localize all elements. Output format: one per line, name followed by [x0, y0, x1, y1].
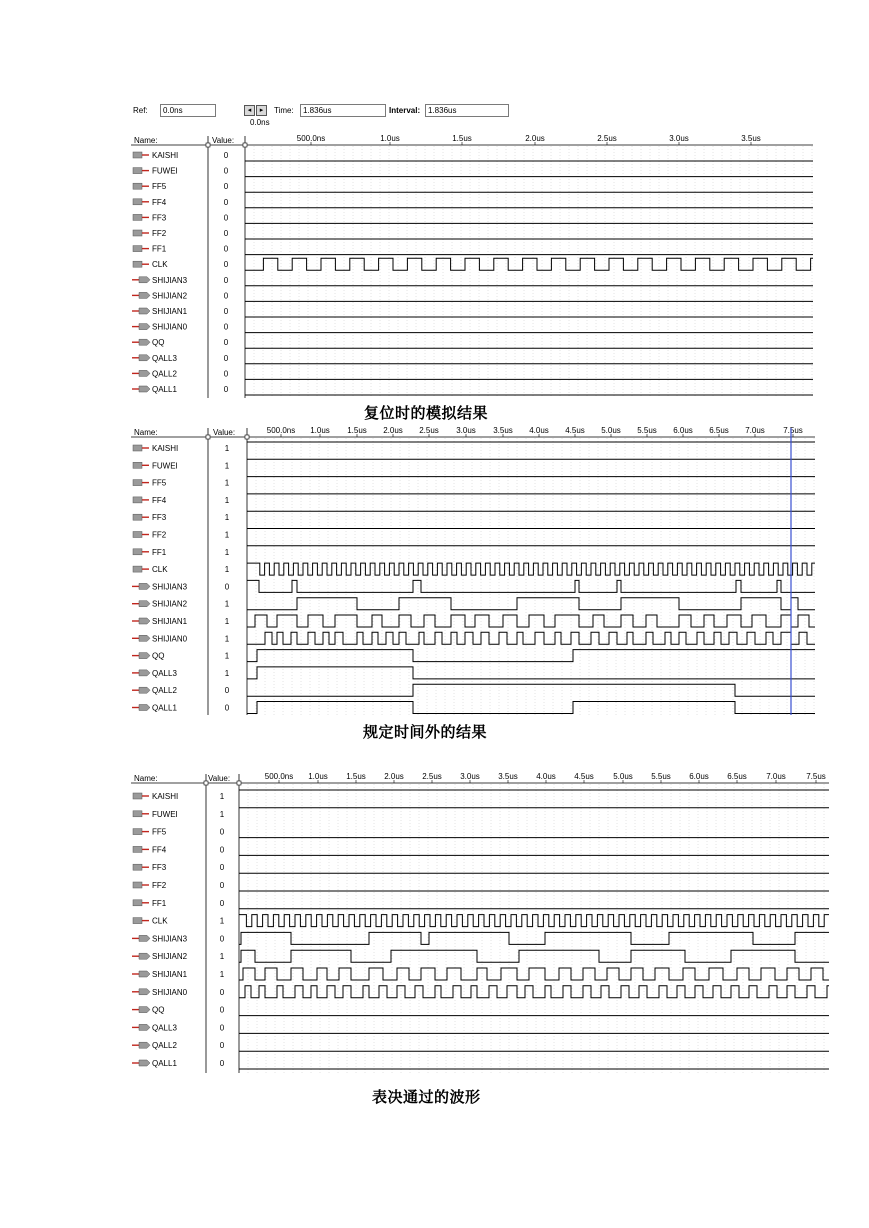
- time-tick-label: 2.5us: [422, 772, 442, 781]
- signal-name[interactable]: SHIJIAN3: [152, 934, 188, 944]
- signal-name[interactable]: FUWEI: [152, 461, 178, 471]
- signal-name[interactable]: KAISHI: [152, 792, 179, 801]
- signal-name[interactable]: SHIJIAN0: [152, 634, 188, 644]
- time-tick-label: 2.5us: [597, 134, 617, 143]
- time-tick-label: 4.0us: [529, 426, 549, 435]
- signal-name[interactable]: FUWEI: [152, 166, 178, 176]
- waveform-trace-shijian3: [239, 932, 829, 944]
- time-tick-label: 3.0us: [669, 134, 689, 143]
- waveform-trace-shijian0: [247, 632, 815, 644]
- signal-name[interactable]: QALL3: [152, 668, 177, 678]
- name-header: Name:: [134, 136, 158, 145]
- signal-value: 1: [224, 478, 230, 488]
- waveform-trace-shijian1: [239, 968, 829, 980]
- time-tick-label: 500.0ns: [296, 134, 326, 143]
- time-tick-label: 4.5us: [574, 772, 594, 781]
- signal-value: 1: [224, 634, 230, 644]
- signal-name[interactable]: QQ: [152, 1005, 165, 1015]
- signal-value: 0: [223, 182, 229, 192]
- time-tick-label: 1.5us: [452, 134, 472, 143]
- waveform-svg: [131, 421, 815, 717]
- signal-name[interactable]: QALL1: [152, 1059, 177, 1068]
- signal-name[interactable]: FF5: [152, 478, 167, 488]
- signal-value: 0: [219, 881, 225, 890]
- input-pin-icon: [133, 514, 149, 520]
- grid-lines: [248, 784, 824, 1073]
- output-pin-icon: [132, 355, 150, 361]
- time-tick-label: 7.0us: [766, 772, 786, 781]
- output-pin-icon: [132, 687, 150, 693]
- signal-name[interactable]: QQ: [152, 338, 165, 348]
- output-pin-icon: [132, 1042, 150, 1048]
- signal-value: 0: [224, 582, 230, 592]
- time-tick-label: 7.0us: [745, 426, 765, 435]
- signal-value: 0: [223, 244, 229, 254]
- interval-field[interactable]: 1.836us: [425, 104, 509, 117]
- time-tick-label: 1.0us: [380, 134, 400, 143]
- waveform-trace-clk: [239, 915, 829, 927]
- signal-value: 0: [223, 275, 229, 285]
- input-pin-icon: [133, 882, 149, 888]
- time-tick-label: 1.0us: [308, 772, 328, 781]
- signal-name[interactable]: SHIJIAN2: [152, 599, 188, 609]
- input-pin-icon: [133, 864, 149, 870]
- output-pin-icon: [132, 635, 150, 641]
- output-pin-icon: [132, 1060, 150, 1066]
- interval-label: Interval:: [389, 106, 421, 115]
- time-tick-label: 2.5us: [419, 426, 439, 435]
- signal-value: 0: [219, 1041, 225, 1051]
- waveform-trace-shijian2: [247, 598, 815, 610]
- waveform-toolbar: [133, 104, 813, 127]
- signal-value: 1: [224, 668, 230, 678]
- waveform-trace-qall2: [247, 684, 815, 696]
- signal-value: 0: [219, 827, 225, 837]
- signal-value: 0: [219, 863, 225, 873]
- time-tick-label: 3.0us: [460, 772, 480, 781]
- signal-value: 1: [224, 444, 230, 453]
- value-header: Value:: [212, 136, 235, 145]
- input-pin-icon: [133, 900, 149, 906]
- signal-name[interactable]: SHIJIAN2: [152, 952, 188, 962]
- input-pin-icon: [133, 445, 149, 451]
- signal-value: 1: [219, 916, 225, 926]
- signal-name[interactable]: FF1: [152, 244, 167, 254]
- signal-value: 0: [223, 166, 229, 176]
- signal-name[interactable]: FF1: [152, 898, 167, 908]
- ref-field[interactable]: 0.0ns: [160, 104, 216, 117]
- signal-value: 0: [223, 369, 229, 379]
- name-header: Name:: [134, 774, 158, 783]
- signal-name[interactable]: CLK: [152, 916, 168, 926]
- ref-label: Ref:: [133, 106, 148, 115]
- signal-value: 0: [219, 898, 225, 908]
- signal-name[interactable]: FF4: [152, 197, 167, 207]
- caption-timeout: 规定时间外的结果: [363, 723, 488, 741]
- output-pin-icon: [132, 618, 150, 624]
- time-tick-label: 1.5us: [346, 772, 366, 781]
- signal-value: 1: [224, 565, 230, 575]
- input-pin-icon: [133, 261, 149, 267]
- caption-pass: 表决通过的波形: [372, 1088, 481, 1106]
- signal-name[interactable]: FF2: [152, 881, 167, 890]
- time-tick-label: 3.5us: [498, 772, 518, 781]
- signal-name[interactable]: SHIJIAN3: [152, 582, 188, 592]
- signal-value: 0: [224, 703, 230, 713]
- output-pin-icon: [132, 953, 150, 959]
- output-pin-icon: [132, 935, 150, 941]
- signal-value: 0: [223, 151, 229, 160]
- output-pin-icon: [132, 989, 150, 995]
- signal-value: 1: [224, 513, 230, 523]
- input-pin-icon: [133, 152, 149, 158]
- waveform-trace-shijian3: [247, 580, 815, 592]
- signal-value: 1: [224, 530, 230, 540]
- input-pin-icon: [133, 168, 149, 174]
- waveform-trace-shijian2: [239, 950, 829, 962]
- output-pin-icon: [132, 670, 150, 676]
- input-pin-icon: [133, 199, 149, 205]
- time-field[interactable]: 1.836us: [300, 104, 386, 117]
- signal-name[interactable]: SHIJIAN3: [152, 275, 188, 285]
- output-pin-icon: [132, 277, 150, 283]
- signal-value: 1: [224, 461, 230, 471]
- signal-value: 0: [219, 1005, 225, 1015]
- output-pin-icon: [132, 292, 150, 298]
- input-pin-icon: [133, 246, 149, 252]
- time-tick-label: 5.5us: [651, 772, 671, 781]
- time-tick-label: 2.0us: [383, 426, 403, 435]
- caption-reset: 复位时的模拟结果: [364, 404, 489, 422]
- input-pin-icon: [133, 793, 149, 799]
- waveform-trace-qall3: [247, 667, 815, 679]
- input-pin-icon: [133, 532, 149, 538]
- signal-value: 1: [219, 970, 225, 979]
- value-header: Value:: [213, 428, 236, 437]
- time-tick-label: 3.5us: [741, 134, 761, 143]
- waveform-panel-timeout: [131, 421, 815, 717]
- signal-value: 0: [219, 987, 225, 997]
- signal-name[interactable]: KAISHI: [152, 444, 179, 453]
- signal-value: 0: [223, 197, 229, 207]
- signal-name[interactable]: SHIJIAN0: [152, 987, 188, 997]
- time-tick-label: 5.5us: [637, 426, 657, 435]
- signal-name[interactable]: SHIJIAN2: [152, 291, 188, 301]
- signal-value: 1: [224, 599, 230, 609]
- cursor-time-label: 0.0ns: [250, 118, 270, 127]
- signal-name[interactable]: QALL3: [152, 353, 177, 363]
- input-pin-icon: [133, 811, 149, 817]
- waveform-svg: [131, 128, 813, 400]
- signal-name[interactable]: FF1: [152, 547, 167, 557]
- signal-name[interactable]: QALL1: [152, 703, 177, 713]
- signal-name[interactable]: FF2: [152, 530, 167, 540]
- waveform-trace-qq: [247, 650, 815, 662]
- signal-value: 0: [223, 322, 229, 332]
- signal-name[interactable]: QALL1: [152, 385, 177, 394]
- signal-value: 1: [224, 617, 230, 626]
- output-pin-icon: [132, 583, 150, 589]
- signal-name[interactable]: FF3: [152, 213, 167, 223]
- signal-name[interactable]: FUWEI: [152, 809, 178, 819]
- time-tick-label: 6.0us: [673, 426, 693, 435]
- waveform-trace-clk: [245, 258, 813, 270]
- signal-name[interactable]: FF2: [152, 229, 167, 238]
- signal-name[interactable]: QALL2: [152, 1041, 177, 1051]
- signal-value: 1: [224, 547, 230, 557]
- time-tick-label: 2.0us: [525, 134, 545, 143]
- signal-value: 0: [223, 229, 229, 238]
- input-pin-icon: [133, 497, 149, 503]
- time-tick-label: 6.5us: [709, 426, 729, 435]
- signal-name[interactable]: SHIJIAN0: [152, 322, 188, 332]
- signal-value: 0: [219, 845, 225, 855]
- input-pin-icon: [133, 183, 149, 189]
- output-pin-icon: [132, 1024, 150, 1030]
- signal-value: 0: [223, 353, 229, 363]
- signal-name[interactable]: CLK: [152, 260, 168, 270]
- time-tick-label: 4.5us: [565, 426, 585, 435]
- signal-name[interactable]: FF4: [152, 495, 167, 505]
- output-pin-icon: [132, 653, 150, 659]
- time-tick-label: 1.5us: [347, 426, 367, 435]
- signal-name[interactable]: QALL3: [152, 1023, 177, 1033]
- signal-name[interactable]: FF4: [152, 845, 167, 855]
- signal-value: 0: [223, 385, 229, 394]
- signal-value: 0: [219, 1023, 225, 1033]
- waveform-svg: [131, 769, 829, 1075]
- value-header: Value:: [208, 774, 231, 783]
- time-tick-label: 3.0us: [456, 426, 476, 435]
- input-pin-icon: [133, 918, 149, 924]
- time-tick-label: 3.5us: [493, 426, 513, 435]
- time-tick-label: 1.0us: [310, 426, 330, 435]
- input-pin-icon: [133, 846, 149, 852]
- input-pin-icon: [133, 829, 149, 835]
- time-tick-label: 500.0ns: [266, 426, 296, 435]
- time-tick-label: 7.5us: [806, 772, 826, 781]
- waveform-panel-pass: [131, 769, 829, 1075]
- input-pin-icon: [133, 214, 149, 220]
- nav-right-button[interactable]: ▸: [256, 105, 267, 116]
- waveform-trace-shijian1: [247, 615, 815, 627]
- grid-lines: [254, 146, 812, 398]
- signal-name[interactable]: FF5: [152, 827, 167, 837]
- waveform-trace-shijian0: [239, 986, 829, 998]
- nav-left-button[interactable]: ◂: [244, 105, 255, 116]
- signal-value: 0: [223, 307, 229, 316]
- output-pin-icon: [132, 308, 150, 314]
- signal-name[interactable]: FF5: [152, 182, 167, 192]
- output-pin-icon: [132, 370, 150, 376]
- output-pin-icon: [132, 601, 150, 607]
- time-label: Time:: [274, 106, 294, 115]
- name-header: Name:: [134, 428, 158, 437]
- signal-name[interactable]: SHIJIAN1: [152, 307, 188, 316]
- signal-name[interactable]: FF3: [152, 863, 167, 873]
- signal-name[interactable]: QALL2: [152, 686, 177, 696]
- signal-value: 1: [219, 809, 225, 819]
- signal-value: 0: [223, 260, 229, 270]
- signal-value: 0: [219, 934, 225, 944]
- time-tick-label: 500.0ns: [264, 772, 294, 781]
- input-pin-icon: [133, 566, 149, 572]
- time-tick-label: 5.0us: [613, 772, 633, 781]
- output-pin-icon: [132, 1007, 150, 1013]
- signal-name[interactable]: QQ: [152, 651, 165, 661]
- signal-value: 1: [224, 651, 230, 661]
- time-tick-label: 4.0us: [536, 772, 556, 781]
- output-pin-icon: [132, 386, 150, 392]
- output-pin-icon: [132, 971, 150, 977]
- waveform-trace-clk: [247, 563, 815, 575]
- output-pin-icon: [132, 705, 150, 711]
- waveform-trace-qall1: [247, 702, 815, 714]
- time-tick-label: 6.5us: [727, 772, 747, 781]
- input-pin-icon: [133, 462, 149, 468]
- signal-name[interactable]: SHIJIAN1: [152, 970, 188, 979]
- signal-value: 0: [223, 213, 229, 223]
- input-pin-icon: [133, 230, 149, 236]
- time-tick-label: 5.0us: [601, 426, 621, 435]
- input-pin-icon: [133, 480, 149, 486]
- signal-name[interactable]: SHIJIAN1: [152, 617, 188, 626]
- signal-value: 1: [224, 495, 230, 505]
- signal-name[interactable]: KAISHI: [152, 151, 179, 160]
- time-tick-label: 2.0us: [384, 772, 404, 781]
- input-pin-icon: [133, 549, 149, 555]
- signal-name[interactable]: QALL2: [152, 369, 177, 379]
- time-tick-label: 7.5us: [783, 426, 803, 435]
- grid-lines: [256, 438, 814, 715]
- signal-name[interactable]: CLK: [152, 565, 168, 575]
- output-pin-icon: [132, 324, 150, 330]
- signal-value: 1: [219, 792, 225, 801]
- signal-value: 0: [219, 1059, 225, 1068]
- output-pin-icon: [132, 339, 150, 345]
- signal-name[interactable]: FF3: [152, 513, 167, 523]
- time-tick-label: 6.0us: [689, 772, 709, 781]
- signal-value: 0: [223, 338, 229, 348]
- signal-value: 1: [219, 952, 225, 962]
- waveform-panel-reset: [131, 128, 813, 400]
- signal-value: 0: [223, 291, 229, 301]
- signal-value: 0: [224, 686, 230, 696]
